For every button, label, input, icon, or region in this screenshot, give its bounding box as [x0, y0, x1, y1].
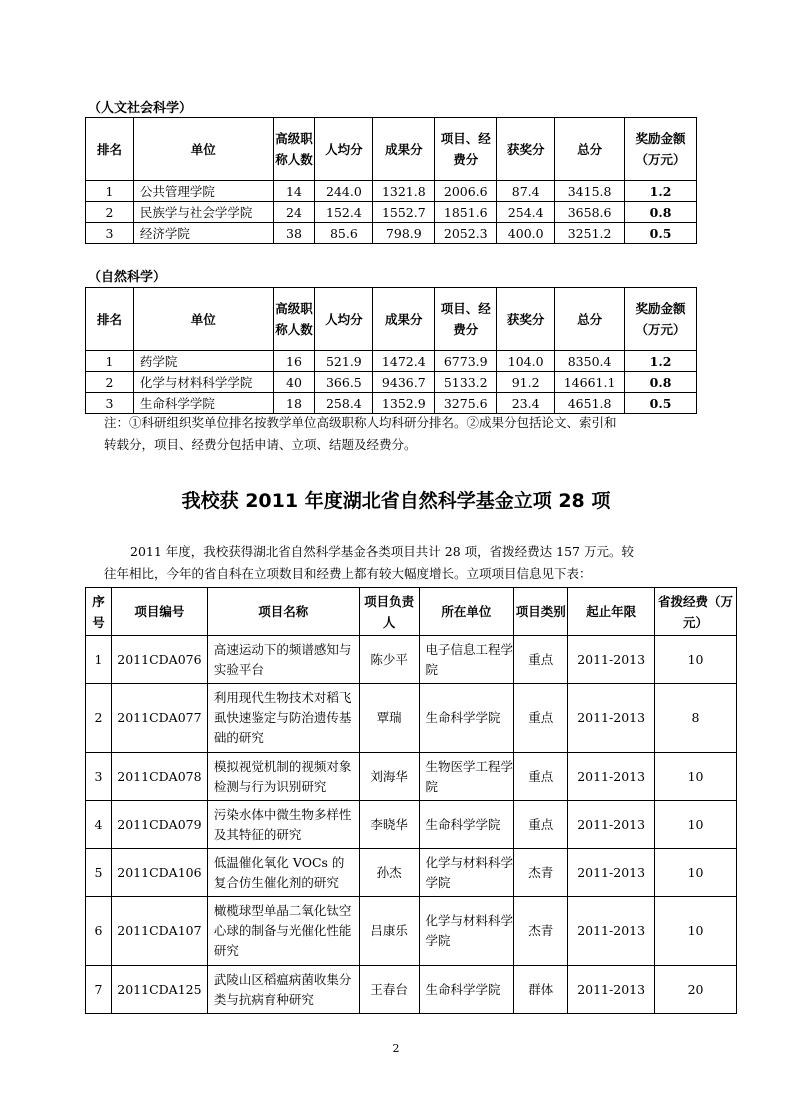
paragraph-line-1: 2011 年度，我校获得湖北省自然科学基金各类项目共计 28 项，省拨经费达 157 万元。较 — [130, 544, 634, 559]
cell-project-funding: 2006.6 — [435, 181, 497, 202]
cell-category: 群体 — [514, 966, 568, 1014]
cell-principal: 王春台 — [359, 966, 419, 1014]
natural-section-title: （自然科学） — [88, 270, 167, 285]
cell-per-capita: 152.4 — [315, 202, 373, 223]
cell-project-funding: 6773.9 — [435, 351, 497, 372]
table-note-line-1: 注：①科研组织奖单位排名按教学单位高级职称人均科研分排名。②成果分包括论文、索引和 — [104, 415, 617, 430]
cell-project-name: 污染水体中微生物多样性及其特征的研究 — [207, 801, 359, 849]
cell-period: 2011-2013 — [568, 636, 655, 684]
cell-unit: 药学院 — [133, 351, 273, 372]
header-achievement: 成果分 — [373, 288, 435, 351]
cell-project-funding: 3275.6 — [435, 393, 497, 414]
cell-unit: 生命科学学院 — [419, 684, 514, 753]
cell-rank: 2 — [86, 202, 134, 223]
cell-total: 3658.6 — [555, 202, 625, 223]
cell-project-name: 模拟视觉机制的视频对象检测与行为识别研究 — [207, 753, 359, 801]
cell-reward-amount: 0.5 — [625, 393, 697, 414]
cell-project-name: 高速运动下的频谱感知与实验平台 — [207, 636, 359, 684]
cell-unit: 化学与材料科学学院 — [419, 849, 514, 897]
cell-reward-amount: 0.5 — [625, 223, 697, 244]
cell-senior-staff: 14 — [273, 181, 315, 202]
cell-unit: 生物医学工程学院 — [419, 753, 514, 801]
header-award: 获奖分 — [497, 118, 555, 181]
cell-project-name: 橄榄球型单晶二氧化钛空心球的制备与光催化性能研究 — [207, 897, 359, 966]
cell-principal: 陈少平 — [359, 636, 419, 684]
cell-total: 4651.8 — [555, 393, 625, 414]
table-row — [86, 223, 697, 244]
humanities-section-title: （人文社会科学） — [88, 101, 193, 116]
cell-reward-amount: 0.8 — [625, 372, 697, 393]
cell-unit: 生命科学学院 — [133, 393, 273, 414]
cell-total: 14661.1 — [555, 372, 625, 393]
cell-funding: 20 — [655, 966, 737, 1014]
header-unit: 单位 — [133, 118, 273, 181]
cell-rank: 1 — [86, 181, 134, 202]
cell-achievement: 9436.7 — [373, 372, 435, 393]
table-row — [86, 801, 737, 849]
table-row — [86, 753, 737, 801]
cell-rank: 3 — [86, 223, 134, 244]
cell-serial: 4 — [86, 801, 112, 849]
cell-project-code: 2011CDA076 — [111, 636, 207, 684]
cell-category: 杰青 — [514, 897, 568, 966]
cell-funding: 10 — [655, 636, 737, 684]
cell-category: 重点 — [514, 801, 568, 849]
header-per-capita: 人均分 — [315, 288, 373, 351]
cell-serial: 6 — [86, 897, 112, 966]
header-reward-amount: 奖励金额（万元） — [625, 118, 697, 181]
cell-rank: 3 — [86, 393, 134, 414]
cell-serial: 3 — [86, 753, 112, 801]
cell-project-code: 2011CDA107 — [111, 897, 207, 966]
header-total: 总分 — [555, 118, 625, 181]
cell-project-code: 2011CDA077 — [111, 684, 207, 753]
header-funding: 省拨经费（万元） — [655, 588, 737, 636]
cell-total: 3415.8 — [555, 181, 625, 202]
cell-funding: 10 — [655, 801, 737, 849]
cell-per-capita: 244.0 — [315, 181, 373, 202]
cell-total: 3251.2 — [555, 223, 625, 244]
projects-table — [85, 587, 737, 1014]
cell-senior-staff: 16 — [273, 351, 315, 372]
header-project-funding: 项目、经费分 — [435, 118, 497, 181]
cell-senior-staff: 38 — [273, 223, 315, 244]
natural-ranking-table — [85, 287, 697, 414]
header-senior-staff: 高级职称人数 — [273, 118, 315, 181]
cell-per-capita: 366.5 — [315, 372, 373, 393]
cell-project-code: 2011CDA106 — [111, 849, 207, 897]
cell-reward-amount: 0.8 — [625, 202, 697, 223]
header-reward-amount: 奖励金额（万元） — [625, 288, 697, 351]
cell-award: 400.0 — [497, 223, 555, 244]
cell-period: 2011-2013 — [568, 753, 655, 801]
cell-unit: 生命科学学院 — [419, 801, 514, 849]
cell-achievement: 798.9 — [373, 223, 435, 244]
cell-achievement: 1321.8 — [373, 181, 435, 202]
cell-achievement: 1472.4 — [373, 351, 435, 372]
cell-reward-amount: 1.2 — [625, 181, 697, 202]
humanities-ranking-table — [85, 117, 697, 244]
cell-unit: 公共管理学院 — [133, 181, 273, 202]
header-category: 项目类别 — [514, 588, 568, 636]
paragraph-line-2: 往年相比，今年的省自科在立项数目和经费上都有较大幅度增长。立项项目信息见下表： — [104, 566, 592, 581]
cell-per-capita: 258.4 — [315, 393, 373, 414]
cell-category: 重点 — [514, 636, 568, 684]
header-unit: 单位 — [133, 288, 273, 351]
header-rank: 排名 — [86, 118, 134, 181]
cell-serial: 5 — [86, 849, 112, 897]
cell-project-funding: 2052.3 — [435, 223, 497, 244]
header-per-capita: 人均分 — [315, 118, 373, 181]
cell-funding: 10 — [655, 897, 737, 966]
cell-per-capita: 521.9 — [315, 351, 373, 372]
cell-per-capita: 85.6 — [315, 223, 373, 244]
cell-award: 104.0 — [497, 351, 555, 372]
cell-principal: 覃瑞 — [359, 684, 419, 753]
header-senior-staff: 高级职称人数 — [273, 288, 315, 351]
cell-period: 2011-2013 — [568, 801, 655, 849]
header-period: 起止年限 — [568, 588, 655, 636]
table-row — [86, 181, 697, 202]
page-number: 2 — [392, 1042, 400, 1055]
cell-serial: 2 — [86, 684, 112, 753]
cell-unit: 生命科学学院 — [419, 966, 514, 1014]
table-row — [86, 202, 697, 223]
table-row — [86, 684, 737, 753]
cell-project-funding: 1851.6 — [435, 202, 497, 223]
cell-principal: 李晓华 — [359, 801, 419, 849]
cell-period: 2011-2013 — [568, 684, 655, 753]
cell-category: 重点 — [514, 753, 568, 801]
cell-unit: 经济学院 — [133, 223, 273, 244]
cell-category: 重点 — [514, 684, 568, 753]
header-rank: 排名 — [86, 288, 134, 351]
cell-period: 2011-2013 — [568, 966, 655, 1014]
cell-project-code: 2011CDA078 — [111, 753, 207, 801]
cell-project-code: 2011CDA125 — [111, 966, 207, 1014]
cell-total: 8350.4 — [555, 351, 625, 372]
cell-award: 254.4 — [497, 202, 555, 223]
table-row — [86, 351, 697, 372]
table-row — [86, 966, 737, 1014]
cell-period: 2011-2013 — [568, 849, 655, 897]
table-row — [86, 849, 737, 897]
cell-project-name: 低温催化氧化 VOCs 的复合仿生催化剂的研究 — [207, 849, 359, 897]
table-row — [86, 897, 737, 966]
cell-serial: 7 — [86, 966, 112, 1014]
cell-funding: 8 — [655, 684, 737, 753]
table-row — [86, 372, 697, 393]
article-heading: 我校获 2011 年度湖北省自然科学基金立项 28 项 — [181, 490, 611, 512]
cell-period: 2011-2013 — [568, 897, 655, 966]
cell-unit: 民族学与社会学学院 — [133, 202, 273, 223]
header-serial: 序号 — [86, 588, 112, 636]
cell-unit: 化学与材料科学学院 — [419, 897, 514, 966]
cell-serial: 1 — [86, 636, 112, 684]
cell-rank: 1 — [86, 351, 134, 372]
header-achievement: 成果分 — [373, 118, 435, 181]
cell-project-funding: 5133.2 — [435, 372, 497, 393]
cell-project-name: 利用现代生物技术对稻飞虱快速鉴定与防治遗传基础的研究 — [207, 684, 359, 753]
cell-achievement: 1552.7 — [373, 202, 435, 223]
cell-unit: 化学与材料科学学院 — [133, 372, 273, 393]
cell-achievement: 1352.9 — [373, 393, 435, 414]
table-note-line-2: 转载分，项目、经费分包括申请、立项、结题及经费分。 — [104, 437, 417, 452]
cell-category: 杰青 — [514, 849, 568, 897]
header-principal: 项目负责人 — [359, 588, 419, 636]
cell-award: 23.4 — [497, 393, 555, 414]
cell-principal: 吕康乐 — [359, 897, 419, 966]
cell-principal: 孙杰 — [359, 849, 419, 897]
header-award: 获奖分 — [497, 288, 555, 351]
cell-rank: 2 — [86, 372, 134, 393]
cell-funding: 10 — [655, 849, 737, 897]
cell-unit: 电子信息工程学院 — [419, 636, 514, 684]
cell-senior-staff: 40 — [273, 372, 315, 393]
cell-award: 87.4 — [497, 181, 555, 202]
cell-senior-staff: 18 — [273, 393, 315, 414]
table-row — [86, 636, 737, 684]
cell-project-code: 2011CDA079 — [111, 801, 207, 849]
cell-principal: 刘海华 — [359, 753, 419, 801]
header-project-name: 项目名称 — [207, 588, 359, 636]
header-project-code: 项目编号 — [111, 588, 207, 636]
header-total: 总分 — [555, 288, 625, 351]
cell-funding: 10 — [655, 753, 737, 801]
cell-project-name: 武陵山区稻瘟病菌收集分类与抗病育种研究 — [207, 966, 359, 1014]
header-project-funding: 项目、经费分 — [435, 288, 497, 351]
cell-award: 91.2 — [497, 372, 555, 393]
cell-reward-amount: 1.2 — [625, 351, 697, 372]
table-row — [86, 393, 697, 414]
header-unit: 所在单位 — [419, 588, 514, 636]
cell-senior-staff: 24 — [273, 202, 315, 223]
